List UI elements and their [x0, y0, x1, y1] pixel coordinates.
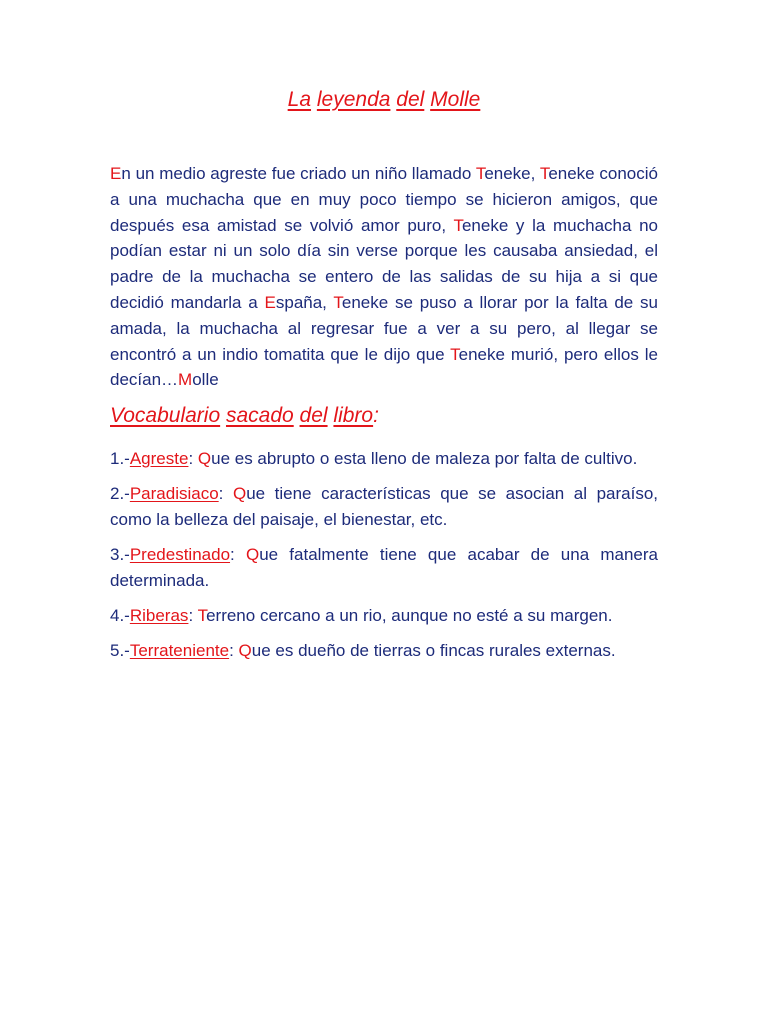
vocabulary-term: Paradisiaco — [129, 484, 219, 504]
story-red-initial: E — [264, 292, 276, 312]
heading-colon: : — [373, 404, 379, 427]
title-word: leyenda — [316, 88, 391, 111]
title-word: La — [287, 88, 312, 111]
item-number: 1.- — [110, 449, 130, 468]
definition-text: ue tiene características que se asocian al paraíso, como la belleza del paisaje, el bienestar, etc. — [110, 484, 658, 529]
title-word: del — [396, 88, 425, 111]
vocabulary-term: Predestinado — [129, 545, 231, 565]
story-text: spaña, — [275, 292, 334, 312]
title-word: Molle — [430, 88, 481, 111]
story-red-initial: M — [178, 370, 193, 390]
story-text: eneke conoció a una muchacha que en muy poco tiempo se hicieron amigos, que después esa amistad se volvió amor puro, — [110, 164, 658, 235]
story-red-initial: T — [453, 215, 462, 235]
vocabulary-term: Terrateniente — [129, 641, 230, 661]
vocabulary-item — [110, 542, 658, 594]
story-text: eneke y la muchacha no podían estar ni un solo día sin verse porque les causaba ansiedad, el padre de la muchacha se entero de las salidas de su hija a si que decidió mandarla a — [110, 215, 659, 312]
definition-initial: T — [197, 606, 207, 626]
story-text: eneke se puso a llorar por la falta de su amada, la muchacha al regresar fue a ver a su pero, al llegar se encontró a un indio tomatita que le dijo que — [110, 292, 658, 364]
story-red-initial: T — [450, 344, 459, 364]
definition-text: ue es abrupto o esta lleno de maleza por falta de cultivo. — [211, 449, 638, 468]
heading-word: libro — [333, 404, 374, 427]
item-number: 2.- — [110, 484, 130, 504]
item-number: 5.- — [110, 641, 130, 661]
story-text: n un medio agreste fue criado un niño llamado — [121, 164, 476, 183]
item-number: 3.- — [110, 545, 130, 565]
heading-word: sacado — [225, 404, 294, 427]
definition-initial: Q — [232, 484, 247, 504]
vocabulary-list — [110, 446, 658, 674]
term-separator: : — [188, 606, 198, 626]
story-red-initial: T — [333, 292, 342, 312]
document-title — [0, 88, 768, 112]
story-red-initial: T — [475, 164, 485, 183]
definition-text: ue fatalmente tiene que acabar de una manera determinada. — [110, 545, 658, 590]
definition-initial: Q — [245, 545, 260, 565]
story-paragraph — [110, 161, 658, 393]
vocabulary-item — [110, 603, 658, 629]
definition-initial: Q — [197, 449, 212, 468]
heading-word: del — [299, 404, 328, 427]
term-separator: : — [188, 449, 198, 468]
definition-text: erreno cercano a un rio, aunque no esté a su margen. — [206, 606, 613, 626]
vocabulary-item — [110, 481, 658, 533]
story-red-initial: E — [110, 164, 122, 183]
story-red-initial: T — [539, 164, 549, 183]
item-number: 4.- — [110, 606, 130, 626]
definition-initial: Q — [238, 641, 252, 661]
story-text: olle — [192, 370, 219, 390]
story-text: eneke murió, pero ellos le decían… — [110, 344, 658, 390]
vocabulary-item — [110, 446, 658, 472]
term-separator: : — [230, 545, 246, 565]
story-text: eneke, — [484, 164, 540, 183]
vocabulary-term: Riberas — [129, 606, 189, 626]
vocabulary-heading — [110, 404, 658, 428]
vocabulary-item — [110, 638, 658, 664]
term-separator: : — [218, 484, 233, 504]
term-separator: : — [229, 641, 239, 661]
heading-word: Vocabulario — [110, 404, 221, 427]
vocabulary-term: Agreste — [129, 449, 189, 468]
definition-text: ue es dueño de tierras o fincas rurales externas. — [251, 641, 616, 661]
